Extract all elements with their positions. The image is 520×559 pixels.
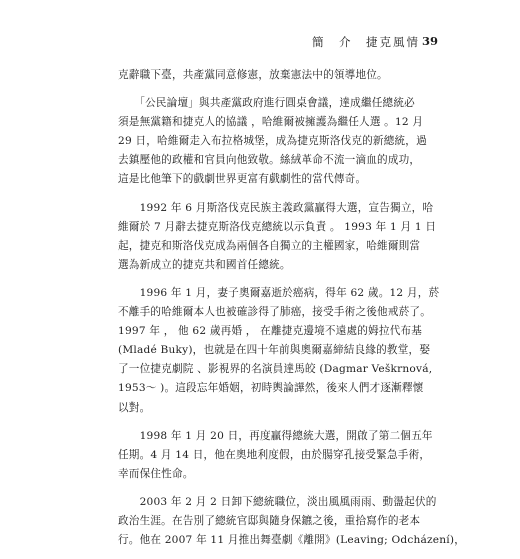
text-line: 1953～ )。這段忘年婚姻，初時輿論譁然，後來人們才逐漸釋懷: [118, 382, 424, 395]
paragraph: [118, 493, 466, 550]
paragraph: [118, 94, 427, 189]
text-line: (Mladé Buky)，也就是在四十年前與奧爾嘉締結良緣的教堂，娶: [118, 344, 431, 357]
text-line: 政治生涯。在告別了總統官邸與隨身保鑣之後，重拾寫作的老本: [118, 514, 421, 527]
text-line: 1997 年 ， 他 62 歲再婚 ， 在離捷克邊境不遠處的姆拉代布基: [118, 325, 423, 338]
paragraph: [118, 427, 433, 484]
text-line: 2003 年 2 月 2 日卸下總統職位，淡出風風雨雨、動盪起伏的: [118, 495, 437, 508]
text-line: 任期。4 月 14 日，他在奧地利度假，由於腸穿孔接受緊急手術，: [118, 448, 431, 461]
text-line: 須是無黨籍和捷克人的協議 ，哈維爾被擁護為繼任人選 。12 月: [118, 116, 424, 129]
text-line: 幸而保住性命。: [118, 467, 194, 480]
text-line: 維爾於 7 月辭去捷克斯洛伐克總統以示負責 。 1993 年 1 月 1 日: [118, 220, 437, 233]
paragraph: [118, 284, 440, 418]
text-line: 1992 年 6 月斯洛伐克民族主義政黨贏得大選，宣告獨立，哈: [118, 201, 434, 214]
text-line: 1998 年 1 月 20 日，再度贏得總統大選，開啟了第二個五年: [118, 429, 433, 442]
text-line: 克辭職下臺，共產黨同意修憲，放棄憲法中的領導地位。: [118, 69, 388, 81]
text-line: 了一位捷克劇院 、影視界的名演員達馬皎 (Dagmar Veškrnová,: [118, 363, 433, 376]
paragraph: [118, 66, 408, 85]
running-header-title: 簡 介 捷克風情: [312, 35, 420, 49]
page-number: 39: [421, 34, 438, 48]
text-line: 選為新成立的捷克共和國首任總統。: [118, 258, 291, 271]
text-line: 這是比他筆下的戲劇世界更富有戲劇性的當代傳奇。: [118, 173, 367, 186]
paragraph: [118, 199, 437, 275]
text-line: 不離手的哈維爾本人也被確診得了肺癌，接受手術之後他戒菸了。: [118, 306, 432, 319]
text-line: 起，捷克和斯洛伐克成為兩個各自獨立的主權國家，哈維爾則當: [118, 239, 421, 252]
text-line: 29 日，哈維爾走入布拉格城堡，成為捷克斯洛伐克的新總統，過: [118, 135, 427, 148]
text-line: 「公民論壇」與共產黨政府進行圓桌會議，達成繼任總統必: [118, 97, 415, 110]
text-line: 1996 年 1 月，妻子奧爾嘉逝於癌病，得年 62 歲。12 月，菸: [118, 286, 440, 299]
text-line: 行。他在 2007 年 11 月推出舞臺劇《離開》(Leaving; Odcházení)，: [118, 534, 466, 547]
body-text: [118, 66, 466, 559]
running-header: [0, 34, 520, 50]
text-line: 去鎮壓他的政權和官員向他致敬。絲絨革命不流一滴血的成功，: [118, 154, 421, 167]
text-line: 以對。: [118, 401, 151, 414]
